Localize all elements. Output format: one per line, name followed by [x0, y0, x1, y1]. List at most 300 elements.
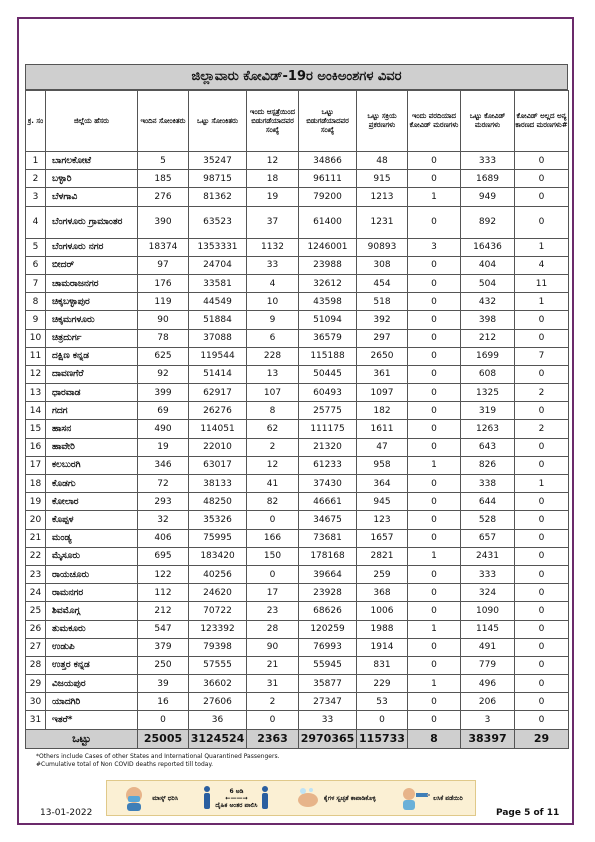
table-cell: 229 [357, 675, 408, 693]
table-cell: 34866 [299, 152, 357, 170]
table-cell: 293 [138, 493, 189, 511]
table-cell: 24620 [189, 584, 247, 602]
table-cell: 47 [357, 438, 408, 456]
table-cell: 0 [515, 547, 569, 565]
table-cell: 379 [138, 638, 189, 656]
table-cell: 123 [357, 511, 408, 529]
table-cell: 82 [247, 493, 299, 511]
table-cell: 36 [189, 711, 247, 729]
table-cell: 31 [26, 711, 46, 729]
table-cell: 404 [461, 256, 515, 274]
table-cell: 0 [408, 170, 461, 188]
header-total-cases: ಒಟ್ಟು ಸೋಂಕಿತರು [189, 91, 247, 152]
table-cell: 212 [138, 602, 189, 620]
table-cell: 61233 [299, 456, 357, 474]
table-cell: 406 [138, 529, 189, 547]
table-row [26, 475, 569, 493]
table-cell: 915 [357, 170, 408, 188]
footnote-others: *Others include Cases of other States and International Quarantined Passengers. [36, 753, 280, 760]
table-cell: 1006 [357, 602, 408, 620]
table-cell: 6 [247, 329, 299, 347]
table-cell: 79398 [189, 638, 247, 656]
table-cell: 1 [408, 188, 461, 206]
table-cell: 0 [357, 711, 408, 729]
table-cell: 3 [461, 711, 515, 729]
district-name-cell: ದಕ್ಷಿಣ ಕನ್ನಡ [46, 347, 138, 365]
table-cell: 9 [247, 311, 299, 329]
table-cell: 0 [515, 206, 569, 238]
table-cell: 34675 [299, 511, 357, 529]
table-cell: 0 [408, 206, 461, 238]
table-cell: 0 [515, 438, 569, 456]
table-cell: 16436 [461, 238, 515, 256]
table-cell: 27606 [189, 693, 247, 711]
table-cell: 0 [408, 311, 461, 329]
table-cell: 78 [138, 329, 189, 347]
header-today-cases: ಇಂದಿನ ಸೋಂಕಿತರು [138, 91, 189, 152]
table-cell: 1 [408, 620, 461, 638]
table-cell: 28 [26, 656, 46, 674]
table-cell: 644 [461, 493, 515, 511]
table-cell: 319 [461, 402, 515, 420]
table-row [26, 529, 569, 547]
table-cell: 17 [26, 456, 46, 474]
table-cell: 26276 [189, 402, 247, 420]
table-cell: 206 [461, 693, 515, 711]
table-cell: 547 [138, 620, 189, 638]
district-name-cell: ಉಡುಪಿ [46, 638, 138, 656]
table-cell: 18374 [138, 238, 189, 256]
table-cell: 0 [138, 711, 189, 729]
district-name-cell: ಧಾರವಾಡ [46, 384, 138, 402]
district-name-cell: ಬಳ್ಳಾರಿ [46, 170, 138, 188]
table-cell: 13 [26, 384, 46, 402]
distance-arrow-icon: ←——→ [225, 794, 248, 802]
table-cell: 13 [247, 365, 299, 383]
table-cell: 120259 [299, 620, 357, 638]
table-cell: 454 [357, 274, 408, 292]
table-cell: 0 [408, 529, 461, 547]
table-cell: 398 [461, 311, 515, 329]
total-cell: 2970365 [299, 729, 357, 748]
table-cell: 0 [515, 152, 569, 170]
district-name-cell: ವಿಜಯಪುರ [46, 675, 138, 693]
table-cell: 37088 [189, 329, 247, 347]
district-covid-table [25, 90, 569, 749]
table-cell: 432 [461, 293, 515, 311]
total-cell: 3124524 [189, 729, 247, 748]
district-name-cell: ಬಾಗಲಕೋಟೆ [46, 152, 138, 170]
total-cell: 115733 [357, 729, 408, 748]
district-name-cell: ಚಿತ್ರದುರ್ಗ [46, 329, 138, 347]
table-cell: 0 [408, 274, 461, 292]
person-icon [260, 785, 270, 811]
table-cell: 1988 [357, 620, 408, 638]
table-cell: 11 [26, 347, 46, 365]
table-cell: 9 [26, 311, 46, 329]
table-cell: 185 [138, 170, 189, 188]
header-today-discharged: ಇಂದು ಆಸ್ಪತ್ರೆಯಿಂದ ಬಿಡುಗಡೆಯಾದವರ ಸಂಖ್ಯೆ [247, 91, 299, 152]
district-name-cell: ಚಾಮರಾಜನಗರ [46, 274, 138, 292]
table-cell: 14 [26, 402, 46, 420]
table-cell: 0 [408, 256, 461, 274]
table-cell: 0 [515, 584, 569, 602]
table-cell: 949 [461, 188, 515, 206]
table-cell: 17 [247, 584, 299, 602]
table-cell: 4 [515, 256, 569, 274]
table-cell: 21 [247, 656, 299, 674]
table-cell: 1657 [357, 529, 408, 547]
table-row [26, 675, 569, 693]
table-cell: 11 [515, 274, 569, 292]
table-cell: 1 [515, 238, 569, 256]
district-name-cell: ಕೊಡಗು [46, 475, 138, 493]
table-cell: 37 [247, 206, 299, 238]
table-cell: 19 [247, 188, 299, 206]
table-cell: 61400 [299, 206, 357, 238]
table-cell: 2 [515, 420, 569, 438]
table-cell: 1 [408, 456, 461, 474]
table-cell: 0 [408, 475, 461, 493]
table-cell: 3 [408, 238, 461, 256]
table-cell: 166 [247, 529, 299, 547]
table-cell: 0 [408, 384, 461, 402]
table-cell: 48250 [189, 493, 247, 511]
table-cell: 63017 [189, 456, 247, 474]
table-cell: 0 [515, 329, 569, 347]
table-cell: 81362 [189, 188, 247, 206]
table-cell: 0 [515, 511, 569, 529]
table-cell: 23 [26, 565, 46, 583]
table-cell: 0 [408, 584, 461, 602]
table-row [26, 329, 569, 347]
table-cell: 39 [138, 675, 189, 693]
table-row [26, 347, 569, 365]
handwash-icon [295, 785, 321, 811]
banner-mask-text: ಮಾಸ್ಕ್ ಧರಿಸಿ [152, 794, 179, 802]
table-cell: 178168 [299, 547, 357, 565]
table-cell: 39664 [299, 565, 357, 583]
table-cell: 114051 [189, 420, 247, 438]
table-cell: 2 [26, 170, 46, 188]
district-name-cell: ಬೆಂಗಳೂರು ಗ್ರಾಮಾಂತರ [46, 206, 138, 238]
table-cell: 62 [247, 420, 299, 438]
table-cell: 96111 [299, 170, 357, 188]
banner-distance-top: 6 ಅಡಿ [229, 787, 244, 795]
table-cell: 1 [408, 675, 461, 693]
table-cell: 5 [138, 152, 189, 170]
table-cell: 1699 [461, 347, 515, 365]
table-cell: 0 [247, 511, 299, 529]
table-row [26, 256, 569, 274]
table-cell: 1263 [461, 420, 515, 438]
table-row [26, 438, 569, 456]
table-cell: 0 [408, 420, 461, 438]
district-name-cell: ಕೊಪ್ಪಳ [46, 511, 138, 529]
table-row [26, 711, 569, 729]
page-number: Page 5 of 11 [496, 808, 560, 818]
table-cell: 29 [26, 675, 46, 693]
table-cell: 55945 [299, 656, 357, 674]
header-total-discharged: ಒಟ್ಟು ಬಿಡುಗಡೆಯಾದವರ ಸಂಖ್ಯೆ [299, 91, 357, 152]
table-cell: 22010 [189, 438, 247, 456]
table-cell: 826 [461, 456, 515, 474]
table-cell: 695 [138, 547, 189, 565]
awareness-banner [106, 780, 476, 816]
table-cell: 27 [26, 638, 46, 656]
table-cell: 0 [515, 638, 569, 656]
table-cell: 150 [247, 547, 299, 565]
table-cell: 70722 [189, 602, 247, 620]
table-cell: 491 [461, 638, 515, 656]
table-cell: 18 [26, 475, 46, 493]
table-cell: 0 [515, 620, 569, 638]
table-cell: 0 [408, 293, 461, 311]
table-cell: 338 [461, 475, 515, 493]
table-cell: 16 [138, 693, 189, 711]
table-row [26, 638, 569, 656]
table-cell: 504 [461, 274, 515, 292]
table-cell: 308 [357, 256, 408, 274]
table-cell: 0 [515, 529, 569, 547]
district-name-cell: ಬೆಂಗಳೂರು ನಗರ [46, 238, 138, 256]
table-cell: 35877 [299, 675, 357, 693]
table-row [26, 547, 569, 565]
table-cell: 2 [515, 384, 569, 402]
table-cell: 7 [515, 347, 569, 365]
table-cell: 0 [515, 675, 569, 693]
table-cell: 33 [299, 711, 357, 729]
table-cell: 23928 [299, 584, 357, 602]
table-cell: 1 [408, 547, 461, 565]
table-row [26, 188, 569, 206]
table-cell: 0 [247, 711, 299, 729]
table-cell: 399 [138, 384, 189, 402]
district-name-cell: ರಾಮನಗರ [46, 584, 138, 602]
table-cell: 37430 [299, 475, 357, 493]
table-cell: 657 [461, 529, 515, 547]
table-cell: 0 [515, 311, 569, 329]
table-cell: 0 [515, 693, 569, 711]
table-cell: 10 [26, 329, 46, 347]
banner-distance [202, 785, 270, 811]
table-cell: 63523 [189, 206, 247, 238]
table-cell: 1689 [461, 170, 515, 188]
district-name-cell: ಯಾದಗಿರಿ [46, 693, 138, 711]
table-cell: 97 [138, 256, 189, 274]
table-cell: 2821 [357, 547, 408, 565]
mask-icon [119, 785, 149, 811]
table-cell: 90 [247, 638, 299, 656]
table-cell: 0 [408, 511, 461, 529]
table-cell: 0 [408, 347, 461, 365]
table-cell: 2650 [357, 347, 408, 365]
table-cell: 92 [138, 365, 189, 383]
table-cell: 51884 [189, 311, 247, 329]
table-cell: 122 [138, 565, 189, 583]
table-cell: 48 [357, 152, 408, 170]
report-date: 13-01-2022 [40, 808, 93, 818]
total-label: ಒಟ್ಟು [26, 729, 138, 748]
table-cell: 0 [515, 170, 569, 188]
district-name-cell: ಗದಗ [46, 402, 138, 420]
table-cell: 12 [26, 365, 46, 383]
table-cell: 24704 [189, 256, 247, 274]
header-active-cases: ಒಟ್ಟು ಸಕ್ರಿಯ ಪ್ರಕರಣಗಳು [357, 91, 408, 152]
table-cell: 90 [138, 311, 189, 329]
table-cell: 0 [408, 329, 461, 347]
table-row [26, 511, 569, 529]
header-total-deaths: ಒಟ್ಟು ಕೋವಿಡ್ ಮರಣಗಳು [461, 91, 515, 152]
table-cell: 0 [408, 693, 461, 711]
table-cell: 26 [26, 620, 46, 638]
table-cell: 1 [515, 293, 569, 311]
district-name-cell: ಮಂಡ್ಯ [46, 529, 138, 547]
district-name-cell: ತುಮಕೂರು [46, 620, 138, 638]
header-serial: ಕ್ರ. ಸಂ [26, 91, 46, 152]
header-non-covid-deaths: ಕೋವಿಡ್ ಅಲ್ಲದ ಅನ್ಯ ಕಾರಣದ ಮರಣಗಳು# [515, 91, 569, 152]
table-row [26, 693, 569, 711]
table-cell: 36579 [299, 329, 357, 347]
table-cell: 15 [26, 420, 46, 438]
table-cell: 1132 [247, 238, 299, 256]
table-cell: 21 [26, 529, 46, 547]
table-cell: 6 [26, 256, 46, 274]
table-cell: 2 [247, 693, 299, 711]
table-cell: 0 [408, 565, 461, 583]
total-cell: 29 [515, 729, 569, 748]
report-title: ಜಿಲ್ಲಾವಾರು ಕೋವಿಡ್-19ರ ಅಂಕಿಅಂಶಗಳ ವಿವರ [25, 64, 568, 90]
table-row [26, 565, 569, 583]
table-cell: 0 [408, 638, 461, 656]
table-cell: 18 [247, 170, 299, 188]
table-cell: 10 [247, 293, 299, 311]
table-cell: 73681 [299, 529, 357, 547]
total-cell: 2363 [247, 729, 299, 748]
total-cell: 8 [408, 729, 461, 748]
table-cell: 27347 [299, 693, 357, 711]
table-cell: 0 [515, 188, 569, 206]
table-body [26, 152, 569, 730]
table-cell: 276 [138, 188, 189, 206]
table-cell: 0 [408, 365, 461, 383]
table-cell: 1914 [357, 638, 408, 656]
table-row [26, 656, 569, 674]
table-cell: 8 [247, 402, 299, 420]
district-name-cell: ಹಾಸನ [46, 420, 138, 438]
table-cell: 1325 [461, 384, 515, 402]
table-cell: 76993 [299, 638, 357, 656]
table-cell: 643 [461, 438, 515, 456]
table-cell: 1090 [461, 602, 515, 620]
table-cell: 72 [138, 475, 189, 493]
table-cell: 364 [357, 475, 408, 493]
banner-vaccine [400, 785, 463, 811]
table-cell: 0 [408, 656, 461, 674]
table-row [26, 274, 569, 292]
table-cell: 25775 [299, 402, 357, 420]
table-cell: 1 [26, 152, 46, 170]
table-cell: 779 [461, 656, 515, 674]
person-icon [202, 785, 212, 811]
table-cell: 16 [26, 438, 46, 456]
district-name-cell: ಬೆಳಗಾವಿ [46, 188, 138, 206]
table-cell: 1231 [357, 206, 408, 238]
table-cell: 259 [357, 565, 408, 583]
banner-vaccine-text: ಲಸಿಕೆ ಪಡೆಯಿರಿ [433, 794, 463, 802]
table-cell: 115188 [299, 347, 357, 365]
table-cell: 392 [357, 311, 408, 329]
table-row [26, 493, 569, 511]
district-name-cell: ಉತ್ತರ ಕನ್ನಡ [46, 656, 138, 674]
table-cell: 75995 [189, 529, 247, 547]
table-cell: 112 [138, 584, 189, 602]
table-row [26, 238, 569, 256]
table-cell: 98715 [189, 170, 247, 188]
table-cell: 182 [357, 402, 408, 420]
table-cell: 41 [247, 475, 299, 493]
table-row [26, 293, 569, 311]
banner-hands-text: ಕೈಗಳ ಸ್ವಚ್ಛತೆ ಕಾಪಾಡಿಕೊಳ್ಳಿ [323, 794, 376, 802]
total-cell: 25005 [138, 729, 189, 748]
table-cell: 0 [408, 402, 461, 420]
table-cell: 324 [461, 584, 515, 602]
table-cell: 119544 [189, 347, 247, 365]
table-cell: 53 [357, 693, 408, 711]
table-cell: 4 [26, 206, 46, 238]
table-cell: 32612 [299, 274, 357, 292]
table-cell: 4 [247, 274, 299, 292]
banner-distance-text [215, 788, 257, 809]
table-cell: 69 [138, 402, 189, 420]
table-cell: 46661 [299, 493, 357, 511]
footnote-non-covid: #Cumulative total of Non COVID deaths reported till today. [36, 761, 214, 768]
table-cell: 608 [461, 365, 515, 383]
table-cell: 490 [138, 420, 189, 438]
table-cell: 0 [515, 402, 569, 420]
table-cell: 0 [408, 493, 461, 511]
table-cell: 123392 [189, 620, 247, 638]
table-cell: 958 [357, 456, 408, 474]
table-cell: 333 [461, 565, 515, 583]
table-cell: 0 [408, 711, 461, 729]
table-row [26, 420, 569, 438]
header-today-deaths: ಇಂದು ವರದಿಯಾದ ಕೋವಿಡ್ ಮರಣಗಳು [408, 91, 461, 152]
table-header-row [26, 91, 569, 152]
table-cell: 0 [515, 602, 569, 620]
table-cell: 1353331 [189, 238, 247, 256]
table-cell: 1 [515, 475, 569, 493]
table-cell: 111175 [299, 420, 357, 438]
district-name-cell: ದಾವಣಗೆರೆ [46, 365, 138, 383]
table-cell: 38133 [189, 475, 247, 493]
banner-distance-label: ದೈಹಿಕ ಅಂತರ ಪಾಲಿಸಿ [215, 801, 258, 809]
table-cell: 7 [26, 274, 46, 292]
table-cell: 1246001 [299, 238, 357, 256]
table-row [26, 384, 569, 402]
table-row [26, 152, 569, 170]
table-cell: 892 [461, 206, 515, 238]
table-cell: 23988 [299, 256, 357, 274]
table-cell: 21320 [299, 438, 357, 456]
table-cell: 24 [26, 584, 46, 602]
table-cell: 0 [515, 711, 569, 729]
table-cell: 0 [408, 602, 461, 620]
table-row [26, 365, 569, 383]
table-cell: 51414 [189, 365, 247, 383]
table-cell: 79200 [299, 188, 357, 206]
table-cell: 32 [138, 511, 189, 529]
